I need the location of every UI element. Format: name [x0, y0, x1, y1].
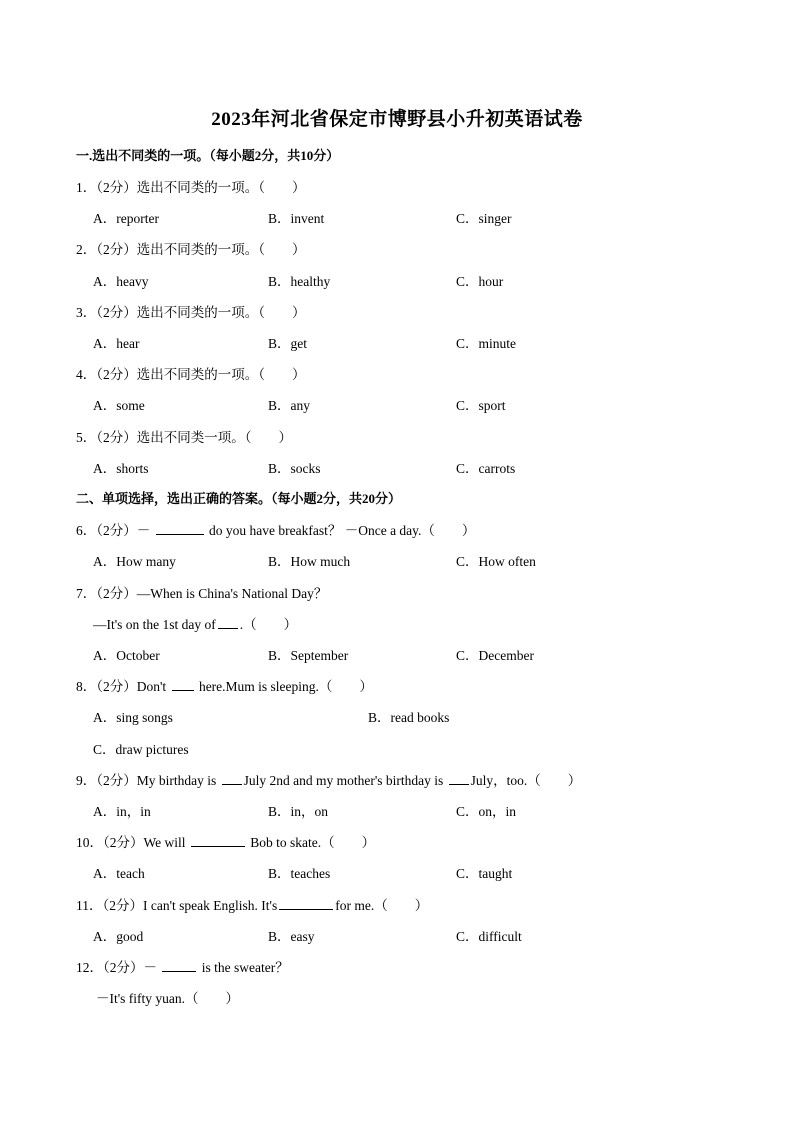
- section-heading-2: 二、单项选择，选出正确的答案。（每小题2分，共20分）: [76, 491, 402, 506]
- question-12-stem-start: 12．（2分）－: [76, 960, 157, 975]
- question-5-option-c: C．carrots: [456, 461, 516, 476]
- question-11-option-a: A．good: [93, 929, 144, 944]
- question-7-line-2: [93, 613, 297, 633]
- question-9-stem-end: July，too.（ ）: [470, 773, 582, 788]
- answer-blank: [172, 678, 194, 691]
- question-10-stem-end: Bob to skate.（ ）: [250, 835, 376, 850]
- question-6-stem-start: 6．（2分）－: [76, 523, 151, 538]
- answer-blank: [218, 616, 238, 629]
- question-8-stem-start: 8．（2分）Don't: [76, 679, 167, 694]
- question-10-stem-start: 10．（2分）We will: [76, 835, 186, 850]
- question-1-option-c: C．singer: [456, 211, 512, 226]
- question-3-option-c: C．minute: [456, 336, 516, 351]
- question-10-option-c: C．taught: [456, 866, 513, 881]
- question-2-option-c: C．hour: [456, 274, 504, 289]
- answer-blank: [156, 522, 204, 535]
- answer-blank: [162, 959, 196, 972]
- question-9-option-c: C．on，in: [456, 804, 517, 819]
- question-11-stem: [76, 894, 428, 914]
- answer-blank: [191, 834, 245, 847]
- question-10-option-a: A．teach: [93, 866, 145, 881]
- question-9-stem-middle: July 2nd and my mother's birthday is: [243, 773, 444, 788]
- question-11-option-c: C．difficult: [456, 929, 522, 944]
- question-4-option-b: B．any: [268, 398, 310, 413]
- section-heading-1: 一.选出不同类的一项。（每小题2分，共10分）: [76, 148, 340, 163]
- question-1-option-b: B．invent: [268, 211, 325, 226]
- question-6-option-c: C．How often: [456, 554, 536, 569]
- question-8-option-a: A．sing songs: [93, 710, 173, 725]
- answer-blank: [449, 772, 469, 785]
- question-7-option-b: B．September: [268, 648, 349, 663]
- question-9-option-a: A．in，in: [93, 804, 151, 819]
- question-9-stem: [76, 769, 581, 789]
- question-7-line-2-end: .（ ）: [239, 617, 298, 632]
- answer-blank: [279, 897, 333, 910]
- question-6-stem-end: do you have breakfast？ －Once a day.（ ）: [209, 523, 476, 538]
- question-7-line-2-start: —It's on the 1st day of: [93, 617, 216, 632]
- question-5-option-b: B．socks: [268, 461, 321, 476]
- question-8-stem-end: here.Mum is sleeping.（ ）: [198, 679, 373, 694]
- question-5-option-a: A．shorts: [93, 461, 149, 476]
- question-11-option-b: B．easy: [268, 929, 315, 944]
- question-4-stem: 4．（2分）选出不同类的一项。（ ）: [76, 367, 306, 382]
- question-9-stem-start: 9．（2分）My birthday is: [76, 773, 217, 788]
- question-11-stem-end: for me.（ ）: [335, 898, 429, 913]
- question-6-option-a: A．How many: [93, 554, 176, 569]
- question-9-option-b: B．in，on: [268, 804, 329, 819]
- question-1-option-a: A．reporter: [93, 211, 159, 226]
- question-12-line-2: －It's fifty yuan.（ ）: [96, 991, 240, 1006]
- question-2-stem: 2．（2分）选出不同类的一项。（ ）: [76, 242, 306, 257]
- question-10-stem: [76, 831, 375, 851]
- question-1-stem: 1．（2分）选出不同类的一项。（ ）: [76, 180, 306, 195]
- question-3-option-a: A．hear: [93, 336, 140, 351]
- question-2-option-b: B．healthy: [268, 274, 331, 289]
- answer-blank: [222, 772, 242, 785]
- question-3-option-b: B．get: [268, 336, 307, 351]
- question-4-option-c: C．sport: [456, 398, 506, 413]
- question-4-option-a: A．some: [93, 398, 145, 413]
- page-title: 2023年河北省保定市博野县小升初英语试卷: [211, 109, 583, 130]
- question-10-option-b: B．teaches: [268, 866, 331, 881]
- question-3-stem: 3．（2分）选出不同类的一项。（ ）: [76, 305, 306, 320]
- question-5-stem: 5．（2分）选出不同类一项。（ ）: [76, 430, 292, 445]
- question-7-stem: 7．（2分）—When is China's National Day？: [76, 586, 328, 601]
- question-8-stem: [76, 675, 373, 695]
- question-11-stem-start: 11．（2分）I can't speak English. It's: [76, 898, 278, 913]
- question-12-stem: [76, 956, 289, 976]
- question-12-stem-end: is the sweater？: [201, 960, 289, 975]
- question-7-option-a: A．October: [93, 648, 160, 663]
- question-7-option-c: C．December: [456, 648, 534, 663]
- question-6-option-b: B．How much: [268, 554, 351, 569]
- question-2-option-a: A．heavy: [93, 274, 149, 289]
- question-6-stem: [76, 519, 475, 539]
- question-8-option-c: C．draw pictures: [93, 742, 189, 757]
- question-8-option-b: B．read books: [368, 710, 450, 725]
